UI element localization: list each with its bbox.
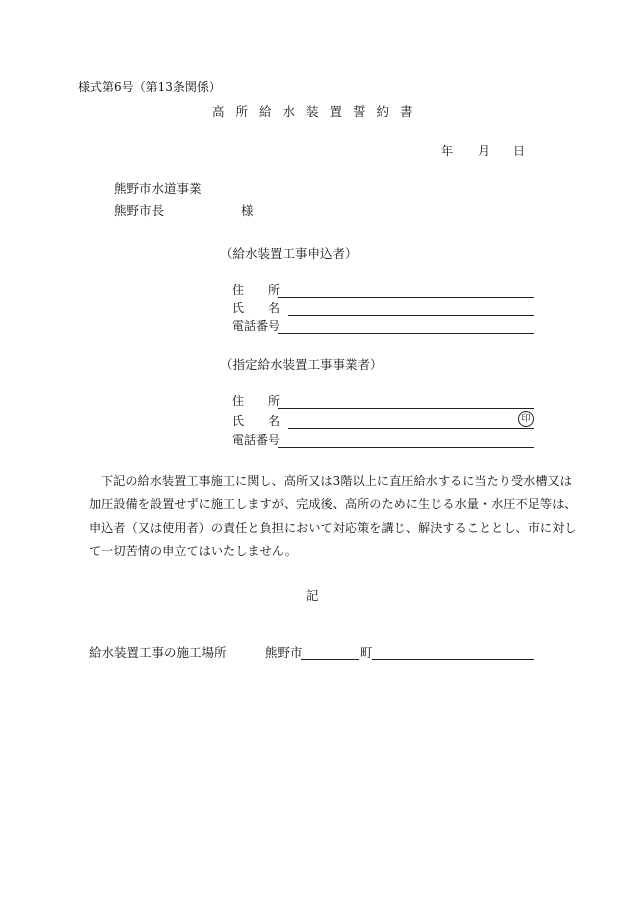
ki-heading: 記	[306, 588, 319, 603]
applicant-name-line[interactable]	[288, 315, 534, 316]
document-title: 高所給水装置誓約書	[212, 104, 424, 119]
applicant-phone-row	[232, 318, 534, 334]
applicant-name-row	[232, 300, 534, 316]
declaration-line-3: 申込者（又は使用者）の責任と負担において対応策を講じ、解決することとし、市に対し	[89, 520, 577, 535]
addressee-mayor: 熊野市長	[114, 203, 165, 218]
applicant-phone-label: 電話番号	[232, 319, 281, 333]
declaration-line-1: 下記の給水装置工事施工に関し、高所又は3階以上に直圧給水するに当たり受水槽又は	[101, 474, 572, 488]
applicant-section-label: （給水装置工事申込者）	[220, 246, 358, 261]
seal-mark: 印	[518, 411, 534, 427]
applicant-address-row	[232, 282, 534, 298]
contractor-name-label: 氏 名	[232, 414, 281, 428]
contractor-address-label: 住 所	[232, 394, 281, 408]
declaration-line-4: て一切苦情の申立てはいたしません。	[89, 543, 297, 558]
applicant-address-line[interactable]	[278, 297, 534, 298]
site-label: 給水装置工事の施工場所	[89, 645, 227, 660]
date-day-label: 日	[513, 144, 526, 158]
applicant-address-label: 住 所	[232, 283, 281, 297]
site-town-suffix: 町	[360, 645, 373, 660]
declaration-line-2: 加圧設備を設置せずに施工しますが、完成後、高所のために生じる水量・水圧不足等は、	[89, 497, 577, 512]
contractor-phone-line[interactable]	[278, 447, 534, 448]
contractor-address-row	[232, 393, 534, 409]
applicant-phone-line[interactable]	[278, 333, 534, 334]
date-month-label: 月	[478, 144, 491, 158]
applicant-name-label: 氏 名	[232, 301, 281, 315]
addressee-honorific: 様	[241, 203, 254, 218]
contractor-name-line[interactable]	[288, 428, 534, 429]
site-city: 熊野市	[265, 645, 303, 660]
site-address-line[interactable]	[372, 659, 534, 660]
site-district-line[interactable]	[301, 659, 359, 660]
contractor-phone-label: 電話番号	[232, 433, 281, 447]
date-year-label: 年	[441, 144, 454, 158]
addressee-organization: 熊野市水道事業	[114, 181, 202, 196]
contractor-section-label: （指定給水装置工事事業者）	[220, 357, 383, 372]
form-number: 様式第6号（第13条関係）	[78, 80, 221, 94]
declaration-paragraph	[89, 470, 577, 563]
contractor-name-row	[232, 413, 534, 429]
contractor-address-line[interactable]	[278, 408, 534, 409]
contractor-phone-row	[232, 432, 534, 448]
